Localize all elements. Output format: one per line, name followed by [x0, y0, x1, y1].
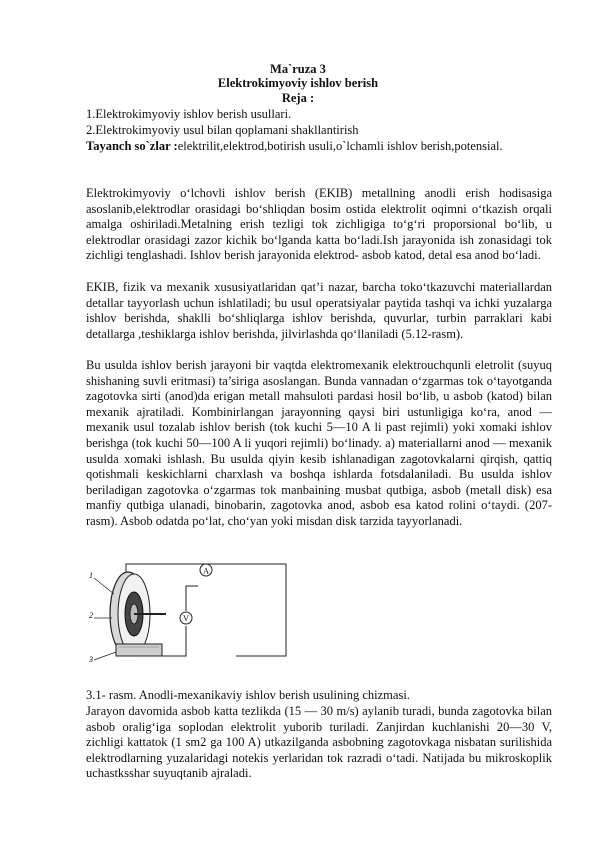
voltmeter-icon — [180, 612, 192, 624]
callout-label-3: 3 — [89, 655, 93, 664]
callout-label-1: 1 — [89, 571, 93, 580]
paragraph-process: Jarayon davomida asbob katta tezlikda (15 — 30 m/s) aylanib turadi, bunda zagotovka bilan asbob oralig‘iga soplodan elektrolit yuborib turiladi. Zanjirdan kuchlanishi 20—30 V, zichligi kattatok (1 sm2 ga 100 A) utkazilganda asbobning zagotovkaga nisbatan surilishida elektrodlarning yuzalaridagi notekis yerlaridan tok razradi o‘tadi. Natijada bu mikroskoplik uchastksshar suyuqtanib ajraladi. — [86, 704, 552, 781]
svg-text:A: A — [203, 566, 209, 576]
disk-tool-icon — [110, 572, 166, 656]
workpiece-icon — [116, 644, 162, 656]
plan-heading: Reja : — [281, 91, 315, 105]
svg-text:V: V — [183, 614, 189, 623]
keywords-line — [86, 139, 552, 154]
paragraph-ekib-usage: EKIB, fizik va mexanik xususiyatlaridan qat’i nazar, barcha toko‘tkazuvchi materiallardan detallar tayyorlash uchun ishlatiladi; bu usul operatsiyalar paytida tashqi va ichki yuzalarga ishlov berishda, shaklli bo‘shliqlarga ishlov berishda, quvurlar, turbin parraklari kabi detallarga ,teshiklarga ishlov berishda, jilvirlashda qo‘llaniladi (5.12-rasm). — [86, 280, 552, 341]
paragraph-anode-mechanical: Bu usulda ishlov berish jarayoni bir vaqtda elektromexanik elektrouchqunli eletrolit (suyuq shishaning suvli eritmasi) ta’siriga asoslangan. Bunda vannadan o‘zgarmas tok o‘tayotganda zagotovka sirti (anod)da erigan metall mahsuloti pardasi hosil bo‘lib, u asbob (katod) bilan mexanik ajratiladi. Kombinirlangan jarayonning qaysi biri ustunligiga ko‘ra, anod — mexanik usul tozalab ishlov berish (tok kuchi 5—10 A li past rejimli) yoki xomaki ishlov berishga (tok kuchi 50—100 A li yuqori rejimli) bo‘linady. a) materiallarni anod — mexanik usulda xomaki ishlash. Bu usulda qiyin kesib ishlanadigan zagotovkalarni qirqish, qattiq qotishmali keskichlarni charxlash va boshqa ishlarda fotsdalaniladi. Bu usulda ishlov beriladigan zagotovka o‘zgarmas tok manbaining musbat qutbiga, asbob (metall disk) esa manfiy qutbiga ulanadi, binobarin, zagotovka anod, asbob esa katod rolini o‘taydi. (207-rasm). Asbob odatda po‘lat, cho‘yan yoki misdan disk tarzida tayyorlanadi. — [86, 358, 552, 528]
page-title: Elektrokimyoviy ishlov berish — [217, 76, 379, 90]
plan-item-2: 2.Elektrokimyoviy usul bilan qoplamani shakllantirish — [86, 123, 359, 137]
ammeter-icon — [200, 564, 212, 576]
lecture-number: Ma`ruza 3 — [270, 62, 326, 76]
keywords-label: Tayanch so`zlar : — [86, 139, 178, 153]
anode-mechanical-diagram — [86, 556, 296, 684]
plan-item-1: 1.Elektrokimyoviy ishlov berish usullari. — [86, 107, 292, 121]
figure-caption: 3.1- rasm. Anodli-mexanikaviy ishlov berish usulining chizmasi. — [86, 688, 410, 702]
paragraph-ekib-intro: Elektrokimyoviy o‘lchovli ishlov berish (EKIB) metallning anodli erish hodisasiga asoslanib,elektrodlar orasidagi bo‘shliqdan bosim ostida elektrolit oqimni o‘tkazish orqali amalga oshiriladi.Metalning erish tezligi tok zichligiga to‘g‘ri proporsional bo‘lib, u elektrodlar orasidagi zazor kichik bo‘lganda katta bo‘ladi.Ish jarayonida ish zonasidagi tok zichligi tenglashadi. Ishlov berish jarayonida elektrod- asbob katod, detal esa anod bo‘ladi. — [86, 186, 552, 263]
callout-label-2: 2 — [89, 611, 93, 620]
keywords-text: elektrilit,elektrod,botirish usuli,o`lchamli ishlov berish,potensial. — [177, 139, 503, 153]
